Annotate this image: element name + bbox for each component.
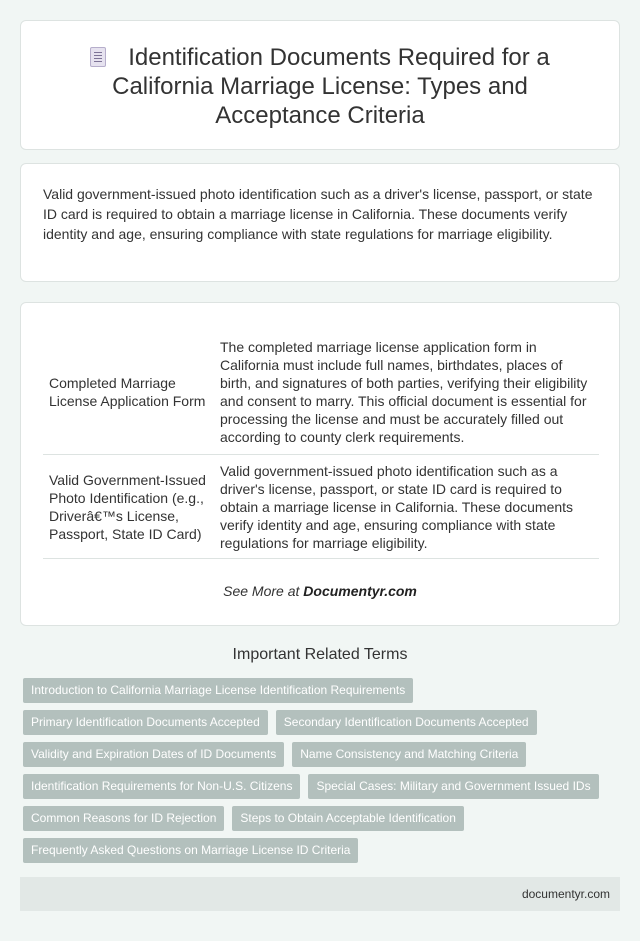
- table-cell-description: Valid government-issued photo identification such as a driver's license, passport, or state ID card is required to obtain a marriage license in California. These documents verify identity and age, ensuring compliance with state regulations for marriage eligibility.: [220, 462, 574, 551]
- related-term-tag[interactable]: Special Cases: Military and Government Issued IDs: [308, 774, 598, 799]
- footer-site-link[interactable]: documentyr.com: [521, 887, 610, 901]
- table-cell-description: The completed marriage license application form in California must include full names, birthdates, places of birth, and signatures of both parties, verifying their eligibility and consent to marry. This official document is essential for processing the license and must be accurately filled out according to county clerk requirements.: [220, 339, 588, 446]
- see-more-site[interactable]: Documentyr.com: [303, 582, 417, 599]
- table-row: [43, 330, 599, 454]
- page-title-text: Identification Documents Required for a California Marriage License: Types and Acceptance Criteria: [112, 44, 550, 129]
- table-card: [20, 302, 620, 626]
- intro-card: [20, 163, 620, 282]
- page-title: [49, 43, 591, 130]
- tag-row: [23, 774, 623, 799]
- see-more-prefix: See More at: [223, 582, 304, 599]
- title-card: [20, 20, 620, 150]
- related-term-tag[interactable]: Frequently Asked Questions on Marriage License ID Criteria: [23, 838, 358, 863]
- terms-table: [43, 330, 599, 559]
- tag-row: [23, 838, 623, 863]
- related-terms-list: [23, 678, 623, 870]
- related-term-tag[interactable]: Name Consistency and Matching Criteria: [292, 742, 526, 767]
- tag-row: [23, 678, 623, 703]
- related-term-tag[interactable]: Introduction to California Marriage License Identification Requirements: [23, 678, 413, 703]
- related-term-tag[interactable]: Secondary Identification Documents Accepted: [276, 710, 537, 735]
- related-term-tag[interactable]: Steps to Obtain Acceptable Identification: [232, 806, 463, 831]
- tag-row: [23, 806, 623, 831]
- document-icon: [90, 47, 106, 67]
- footer: [20, 877, 620, 911]
- intro-text: Valid government-issued photo identification such as a driver's license, passport, or state ID card is required to obtain a marriage license in California. These documents verify identity and age, ensuring compliance with state regulations for marriage eligibility.: [43, 186, 593, 242]
- table-cell-term: Completed Marriage License Application Form: [49, 375, 206, 410]
- related-term-tag[interactable]: Identification Requirements for Non-U.S. Citizens: [23, 774, 300, 799]
- table-cell-term: Valid Government-Issued Photo Identification (e.g., Driverâ€™s License, Passport, State ID Card): [49, 471, 206, 542]
- related-term-tag[interactable]: Common Reasons for ID Rejection: [23, 806, 224, 831]
- related-term-tag[interactable]: Primary Identification Documents Accepted: [23, 710, 268, 735]
- related-terms-title: Important Related Terms: [232, 646, 408, 663]
- tag-row: [23, 742, 623, 767]
- see-more-link[interactable]: [43, 583, 597, 599]
- related-term-tag[interactable]: Validity and Expiration Dates of ID Documents: [23, 742, 284, 767]
- tag-row: [23, 710, 623, 735]
- table-row: [43, 454, 599, 558]
